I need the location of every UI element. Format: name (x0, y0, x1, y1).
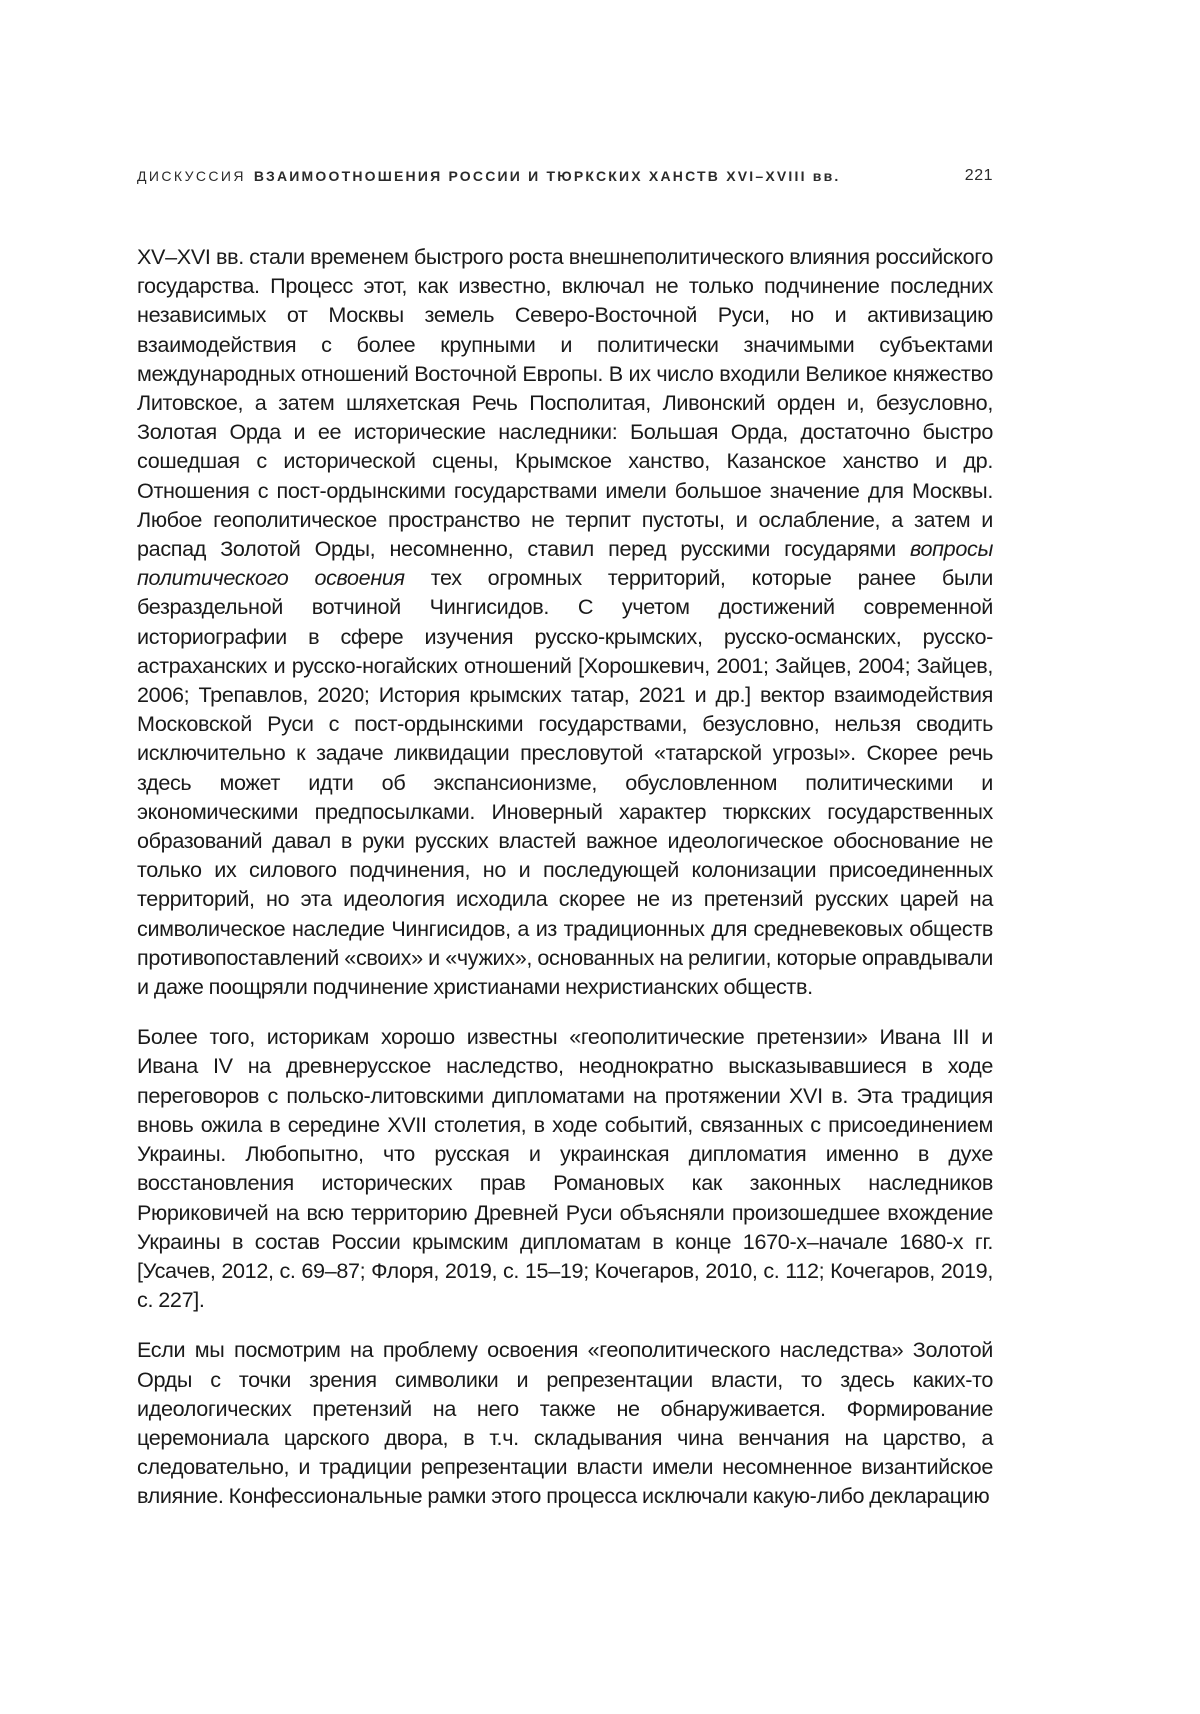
running-header (137, 164, 993, 188)
paragraph-1-emphasis: вопросы политического освоения (137, 536, 993, 590)
header-article-title: ВЗАИМООТНОШЕНИЯ РОССИИ И ТЮРКСКИХ ХАНСТВ XVI–XVIII вв. (254, 168, 841, 184)
paragraph-1-text-start: XV–XVI вв. стали временем быстрого роста внешнеполитического влияния российского государства. Процесс этот, как известно, включал не только подчинение последних независимых от Москвы земель Северо-Восточной Руси, но и активизацию взаимодействия с более крупными и политически значимыми субъектами международных отношений Восточной Европы. В их число входили Великое княжество Литовское, а затем шляхетская Речь Посполитая, Ливонский орден и, безусловно, Золотая Орда и ее исторические наследники: Большая Орда, достаточно быстро сошедшая с исторической сцены, Крымское ханство, Казанское ханство и др. Отношения с пост-ордынскими государствами имели большое значение для Москвы. Любое геополитическое пространство не терпит пустоты, и ослабление, а затем и распад Золотой Орды, несомненно, ставил перед русскими государями (137, 244, 993, 561)
page-number: 221 (965, 164, 993, 188)
paragraph-3: Если мы посмотрим на проблему освоения «геополитического наследства» Золотой Орды с точки зрения символики и репрезентации власти, то здесь каких-то идеологических претензий на него также не обнаруживается. Формирование церемониала царского двора, в т.ч. складывания чина венчания на царство, а следовательно, и традиции репрезентации власти имели несомненное византийское влияние. Конфессиональные рамки этого процесса исключали какую-либо декларацию (137, 1335, 993, 1510)
document-page (0, 0, 1200, 1714)
paragraph-1-text-end: тех огромных территорий, которые ранее были безраздельной вотчиной Чингисидов. С учетом достижений современной историографии в сфере изучения русско-крымских, русско-османских, русско-астраханских и русско-ногайских отношений [Хорошкевич, 2001; Зайцев, 2004; Зайцев, 2006; Трепавлов, 2020; История крымских татар, 2021 и др.] вектор взаимодействия Московской Руси с пост-ордынскими государствами, безусловно, нельзя сводить исключительно к задаче ликвидации пресловутой «татарской угрозы». Скорее речь здесь может идти об экспансионизме, обусловленном политическими и экономическими предпосылками. Иноверный характер тюркских государственных образований давал в руки русских властей важное идеологическое обоснование не только их силового подчинения, но и последующей колонизации присоединенных территорий, но эта идеология исходила скорее не из претензий русских царей на символическое наследие Чингисидов, а из традиционных для средневековых обществ противопоставлений «своих» и «чужих», основанных на религии, которые оправдывали и даже поощряли подчинение христианами нехристианских обществ. (137, 565, 993, 999)
article-body (137, 242, 993, 1532)
paragraph-2: Более того, историкам хорошо известны «геополитические претензии» Ивана III и Ивана IV на древнерусское наследство, неоднократно высказывавшиеся в ходе переговоров с польско-литовскими дипломатами на протяжении XVI в. Эта традиция вновь ожила в середине XVII столетия, в ходе событий, связанных с присоединением Украины. Любопытно, что русская и украинская дипломатия именно в духе восстановления исторических прав Романовых как законных наследников Рюриковичей на всю территорию Древней Руси объясняли произошедшее вхождение Украины в состав России крымским дипломатам в конце 1670-х–начале 1680-х гг. [Усачев, 2012, с. 69–87; Флоря, 2019, с. 15–19; Кочегаров, 2010, с. 112; Кочегаров, 2019, с. 227]. (137, 1022, 993, 1314)
header-section-label: ДИСКУССИЯ (137, 168, 246, 184)
paragraph-1 (137, 242, 993, 1001)
